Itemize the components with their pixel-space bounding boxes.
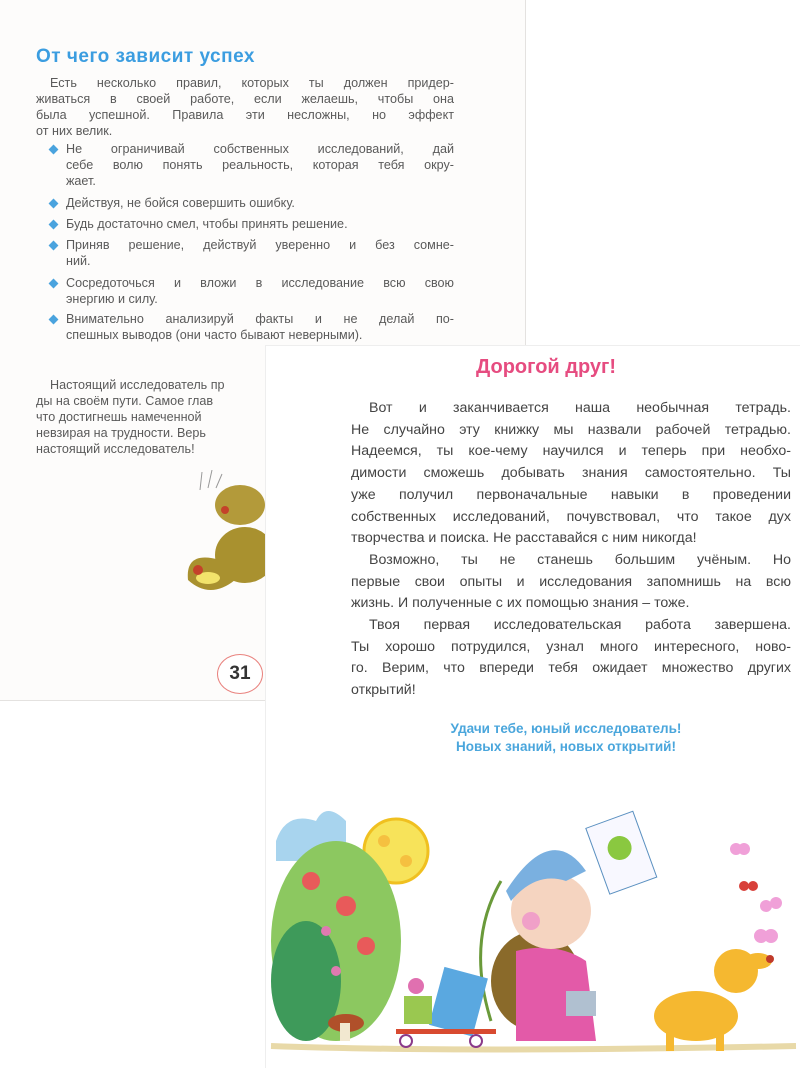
- text-line: жизнь. И полученные с их помощью знания – тоже.: [351, 595, 690, 612]
- text-line: ды на своём пути. Самое глав: [36, 394, 214, 408]
- text-line: Твоя первая исследовательская работа завершена.: [369, 617, 791, 633]
- bullet-icon: [49, 315, 59, 325]
- text-line: Есть несколько правил, которых ты должен придер-: [50, 76, 454, 90]
- back-page-title: От чего зависит успех: [36, 46, 255, 67]
- text-line: го. Верим, что впереди тебя ожидает множество других: [351, 660, 791, 677]
- text-line: ний.: [66, 254, 91, 268]
- text-line: невзирая на трудности. Верь: [36, 426, 206, 440]
- text-line: собственных исследований, почувствовал, что такое дух: [351, 508, 791, 525]
- text-line: димости сможешь добывать знания самостоятельно. Ты: [351, 465, 791, 482]
- text-line: уже получил первоначальные навыки в проведении: [351, 486, 791, 503]
- bullet-icon: [49, 279, 59, 289]
- text-line: Не ограничивай собственных исследований, дай: [66, 142, 454, 156]
- text-line: спешных выводов (они часто бывают неверными).: [66, 328, 363, 342]
- wish-line: Удачи тебе, юный исследователь!: [450, 721, 682, 736]
- bullet-icon: [49, 220, 59, 230]
- explorer-illustration: [266, 791, 800, 1073]
- text-line: жает.: [66, 174, 96, 188]
- text-line: была успешной. Правила эти несложны, но эффект: [36, 108, 454, 122]
- text-line: от них велик.: [36, 124, 113, 138]
- text-line: живаться в своей работе, если желаешь, чтобы она: [36, 92, 454, 106]
- text-line: Ты хорошо потрудился, узнал много интересного, ново-: [351, 638, 791, 655]
- text-line: Действуя, не бойся совершить ошибку.: [66, 196, 295, 210]
- page-number: 31: [217, 654, 263, 694]
- text-line: Не случайно эту книжку мы назвали рабочей тетрадью.: [351, 421, 791, 438]
- text-line: Внимательно анализируй факты и не делай по-: [66, 312, 454, 326]
- cat-illustration: [180, 470, 265, 605]
- text-line: Приняв решение, действуй уверенно и без сомне-: [66, 238, 454, 252]
- text-line: Вот и заканчивается наша необычная тетрадь.: [369, 400, 791, 416]
- front-page-title: Дорогой друг!: [476, 356, 617, 378]
- bullet-icon: [49, 145, 59, 155]
- text-line: Надеемся, ты кое-чему научился и теперь при необхо-: [351, 443, 791, 460]
- text-line: Сосредоточься и вложи в исследование всю свою: [66, 276, 454, 290]
- text-line: энергию и силу.: [66, 292, 158, 306]
- text-line: Будь достаточно смел, чтобы принять решение.: [66, 217, 348, 231]
- butterfly-icon: [730, 843, 782, 943]
- text-line: открытий!: [351, 682, 416, 699]
- text-line: Возможно, ты не станешь большим учёным. Но: [369, 551, 791, 568]
- text-line: себе волю понять реальность, которая тебя окру-: [66, 158, 454, 172]
- bullet-icon: [49, 241, 59, 251]
- bullet-icon: [49, 199, 59, 209]
- text-line: настоящий исследователь!: [36, 442, 195, 456]
- text-line: творчества и поиска. Не расставайся с ним никогда!: [351, 530, 697, 547]
- text-line: первые свои опыты и исследования запомнишь на всю: [351, 573, 791, 590]
- text-line: что достигнешь намеченной: [36, 410, 202, 424]
- text-line: Настоящий исследователь пр: [50, 378, 225, 392]
- front-page: [265, 345, 800, 1068]
- wish-line: Новых знаний, новых открытий!: [456, 739, 676, 754]
